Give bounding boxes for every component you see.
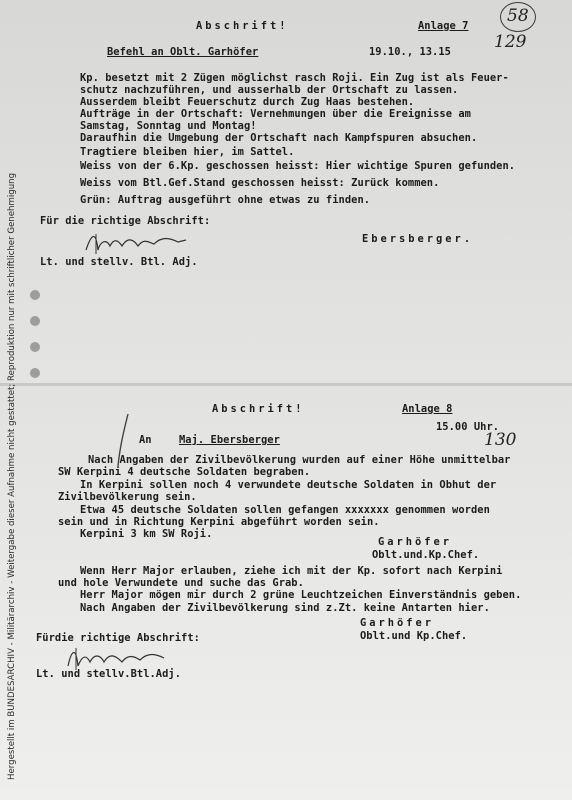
doc1-line: Aufträge in der Ortschaft: Vernehmungen über die Ereignisse am [80, 108, 471, 120]
doc1-datetime: 19.10., 13.15 [369, 46, 451, 58]
doc2-line2: und hole Verwundete und suche das Grab. [58, 577, 304, 589]
doc2-sign1-title: Oblt.und.Kp.Chef. [372, 549, 480, 561]
doc2-line: SW Kerpini 4 deutsche Soldaten begraben. [58, 466, 311, 478]
handwritten-page-number: 130 [484, 430, 517, 450]
doc2-sign2-title: Oblt.und Kp.Chef. [360, 630, 468, 642]
fold-line [0, 383, 572, 386]
doc2-sign1-name: Garhöfer [378, 536, 453, 548]
upper-sheet [0, 0, 572, 385]
doc2-line: Zivilbevölkerung sein. [58, 491, 197, 503]
doc2-line2: Nach Angaben der Zivilbevölkerung sind z.Zt. keine Antarten hier. [80, 602, 490, 614]
doc1-line: Weiss von der 6.Kp. geschossen heisst: Hier wichtige Spuren gefunden. [80, 160, 516, 172]
doc1-line: Weiss vom Btl.Gef.Stand geschossen heisst: Zurück kommen. [80, 177, 440, 189]
doc1-certification: Für die richtige Abschrift: [40, 215, 211, 227]
doc2-line: sein und in Richtung Kerpini abgeführt worden sein. [58, 516, 380, 528]
doc1-signer: Ebersberger. [362, 233, 474, 245]
doc1-line: Daraufhin die Umgebung der Ortschaft nach Kampfspuren absuchen. [80, 132, 478, 144]
handwritten-page-number: 129 [494, 32, 527, 52]
doc1-line: Samstag, Sonntag und Montag! [80, 120, 257, 132]
doc1-line: Kp. besetzt mit 2 Zügen möglichst rasch Roji. Ein Zug ist als Feuer- [80, 72, 509, 84]
doc1-line: Tragtiere bleiben hier, im Sattel. [80, 146, 295, 158]
doc2-heading: Abschrift! [212, 403, 305, 415]
circled-page-number: 58 [507, 6, 529, 26]
doc2-time: 15.00 Uhr. [436, 421, 500, 433]
doc1-signer-title: Lt. und stellv. Btl. Adj. [40, 256, 198, 268]
doc1-line: schutz nachzuführen, und ausserhalb der Ortschaft zu lassen. [80, 84, 459, 96]
doc2-annex: Anlage 8 [402, 403, 453, 415]
doc1-annex: Anlage 7 [418, 20, 469, 32]
doc1-title: Befehl an Oblt. Garhöfer [107, 46, 259, 58]
doc2-sign2-name: Garhöfer [360, 617, 435, 629]
doc2-line: Kerpini 3 km SW Roji. [80, 528, 213, 540]
doc1-heading: Abschrift! [196, 20, 289, 32]
doc2-line2: Wenn Herr Major erlauben, ziehe ich mit der Kp. sofort nach Kerpini [80, 565, 503, 577]
doc1-line: Grün: Auftrag ausgeführt ohne etwas zu finden. [80, 194, 371, 206]
doc2-signer-title: Lt. und stellv.Btl.Adj. [36, 668, 182, 680]
doc2-addressee: Maj. Ebersberger [179, 434, 280, 446]
doc2-address-prefix: An [139, 434, 152, 446]
punch-hole [30, 316, 40, 326]
handwritten-signature [82, 228, 192, 258]
doc2-line: Etwa 45 deutsche Soldaten sollen gefangen xxxxxxx genommen worden [80, 504, 490, 516]
doc2-line: In Kerpini sollen noch 4 verwundete deutsche Soldaten in Obhut der [80, 479, 497, 491]
doc2-line: Nach Angaben der Zivilbevölkerung wurden auf einer Höhe unmittelbar [88, 454, 511, 466]
doc2-line2: Herr Major mögen mir durch 2 grüne Leuchtzeichen Einverständnis geben. [80, 589, 522, 601]
archive-side-stamp: Hergestellt im BUNDESARCHIV - Militärarchiv - Weitergabe dieser Aufnahme nicht gestattet; Reproduktion nur mit schriftlicher Genehmigung [7, 172, 17, 780]
punch-hole [30, 342, 40, 352]
punch-holes [30, 290, 42, 400]
punch-hole [30, 290, 40, 300]
doc2-certification: Fürdie richtige Abschrift: [36, 632, 200, 644]
punch-hole [30, 368, 40, 378]
doc1-line: Ausserdem bleibt Feuerschutz durch Zug Haas bestehen. [80, 96, 415, 108]
